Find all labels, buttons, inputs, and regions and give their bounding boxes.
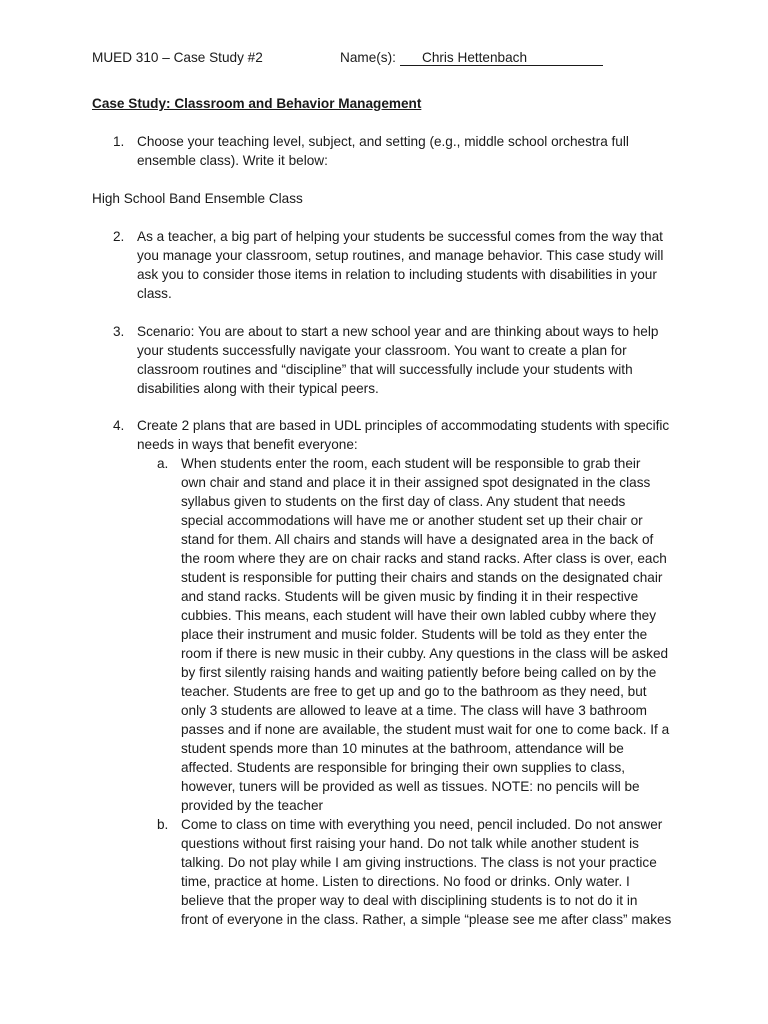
text-line: student is responsible for putting their chairs and stands on the designated chair (181, 570, 663, 585)
text-line: ask you to consider those items in relation to including students with disabilities in your (137, 267, 657, 282)
item-text (137, 132, 687, 170)
item-text (137, 416, 687, 454)
text-line: however, tuners will be provided as well as tissues. NOTE: no pencils will be (181, 779, 640, 794)
text-line: Choose your teaching level, subject, and setting (e.g., middle school orchestra full (137, 134, 629, 149)
text-line: student spends more than 10 minutes at the bathroom, attendance will be (181, 741, 624, 756)
course-title: MUED 310 – Case Study #2 (92, 50, 263, 65)
text-line: Come to class on time with everything you need, pencil included. Do not answer (181, 817, 663, 832)
text-line: As a teacher, a big part of helping your students be successful comes from the way that (137, 229, 663, 244)
text-line: ensemble class). Write it below: (137, 153, 328, 168)
text-line: cubbies. This means, each student will have their own labled cubby where they (181, 608, 657, 623)
text-line: syllabus given to students on the first day of class. Any student that needs (181, 494, 626, 509)
text-line: and stand racks. Students will be given music by finding it in their respective (181, 589, 639, 604)
case-study-title: Case Study: Classroom and Behavior Management (92, 96, 422, 111)
text-line: affected. Students are responsible for bringing their own supplies to class, (181, 760, 626, 775)
text-line: When students enter the room, each student will be responsible to grab their (181, 456, 641, 471)
names-label: Name(s): (340, 50, 396, 65)
text-line: place their instrument and music folder. Students will be told as they enter the (181, 627, 648, 642)
text-line: by first silently raising hands and waiting patiently before being called on by the (181, 665, 657, 680)
text-line: room if there is new music in their cubby. Any questions in the class will be asked (181, 646, 669, 661)
names-field (400, 48, 603, 66)
sub-item-letter: a. (157, 456, 169, 471)
text-line: needs in ways that benefit everyone: (137, 437, 358, 452)
text-line: only 3 students are allowed to leave at a time. The class will have 3 bathroom (181, 703, 647, 718)
item-text (137, 322, 687, 398)
item-number: 2. (113, 229, 125, 244)
text-line: provided by the teacher (181, 798, 324, 813)
item-number: 4. (113, 418, 125, 433)
text-line: classroom routines and “discipline” that will successfully include your students with (137, 362, 633, 377)
sub-item-text (181, 815, 686, 929)
text-line: your students successfully navigate your classroom. You want to create a plan for (137, 343, 627, 358)
text-line: teacher. Students are free to get up and go to the bathroom as they need, but (181, 684, 647, 699)
answer-text: High School Band Ensemble Class (92, 191, 303, 206)
text-line: special accommodations will have me or another student set up their chair or (181, 513, 643, 528)
text-line: time, practice at home. Listen to directions. No food or drinks. Only water. I (181, 874, 630, 889)
item-number: 3. (113, 324, 125, 339)
text-line: believe that the proper way to deal with disciplining students is to not do it in (181, 893, 638, 908)
item-number: 1. (113, 134, 125, 149)
text-line: passes and if none are available, the student must wait for one to come back. If a (181, 722, 670, 737)
text-line: talking. Do not play while I am giving instructions. The class is not your practice (181, 855, 657, 870)
sub-item-text (181, 454, 686, 815)
document-header (92, 48, 692, 68)
text-line: stand for them. All chairs and stands will have a designated area in the back of (181, 532, 654, 547)
text-line: the room where they are on chair racks and stand racks. After class is over, each (181, 551, 667, 566)
item-text (137, 227, 687, 303)
text-line: Create 2 plans that are based in UDL principles of accommodating students with specific (137, 418, 670, 433)
names-value: Chris Hettenbach (422, 50, 528, 65)
text-line: you manage your classroom, setup routines, and manage behavior. This case study will (137, 248, 664, 263)
text-line: front of everyone in the class. Rather, a simple “please see me after class” makes (181, 912, 672, 927)
text-line: questions without first raising your hand. Do not talk while another student is (181, 836, 639, 851)
text-line: Scenario: You are about to start a new school year and are thinking about ways to help (137, 324, 659, 339)
text-line: class. (137, 286, 172, 301)
text-line: own chair and stand and place it in their assigned spot designated in the class (181, 475, 651, 490)
text-line: disabilities along with their typical peers. (137, 381, 379, 396)
sub-item-letter: b. (157, 817, 169, 832)
